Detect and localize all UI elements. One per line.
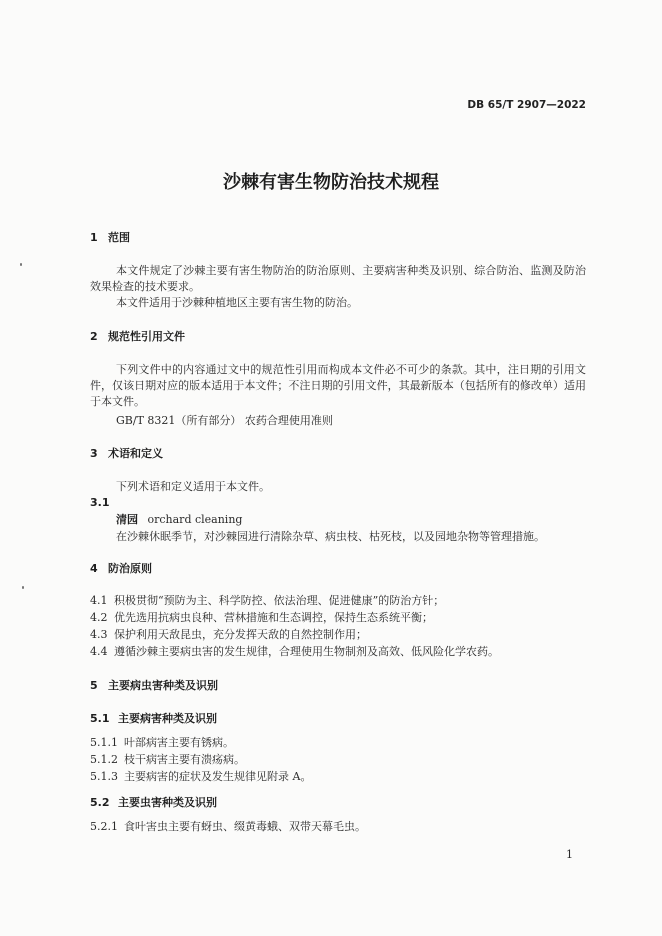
item-number: 4.4: [90, 645, 108, 658]
subsection-title: 主要虫害种类及识别: [118, 796, 217, 809]
disease-item: [90, 735, 234, 750]
term-number: 3.1: [90, 496, 110, 509]
section-5-heading: [90, 678, 218, 693]
pest-item: [90, 819, 366, 834]
document-title: 沙棘有害生物防治技术规程: [223, 172, 439, 193]
item-text: 食叶害虫主要有蚜虫、缀黄毒蛾、双带天幕毛虫。: [124, 820, 366, 833]
item-number: 4.1: [90, 594, 108, 607]
section-number: 4: [90, 562, 98, 575]
section-title: 术语和定义: [108, 447, 163, 460]
section-title: 规范性引用文件: [108, 330, 185, 343]
section-1-paragraph-2: 本文件适用于沙棘种植地区主要有害生物的防治。: [116, 296, 358, 309]
item-text: 积极贯彻“预防为主、科学防控、依法治理、促进健康”的防治方针；: [114, 594, 445, 607]
disease-item: [90, 769, 311, 784]
principle-item: [90, 627, 367, 642]
disease-item: [90, 752, 245, 767]
subsection-number: 5.2: [90, 796, 110, 809]
subsection-number: 5.1: [90, 712, 110, 725]
page-number: 1: [566, 848, 573, 861]
normative-reference: GB/T 8321（所有部分） 农药合理使用准则: [116, 414, 333, 427]
section-title: 主要病虫害种类及识别: [108, 679, 218, 692]
item-text: 主要病害的症状及发生规律见附录 A。: [124, 770, 312, 783]
item-text: 保护利用天敌昆虫，充分发挥天敌的自然控制作用；: [114, 628, 367, 641]
standard-number: DB 65/T 2907—2022: [467, 99, 586, 111]
scan-speck: [20, 263, 22, 266]
principle-item: [90, 593, 444, 608]
term-chinese: 清园: [116, 513, 138, 526]
scan-speck: [22, 586, 24, 589]
section-number: 3: [90, 447, 98, 460]
item-text: 叶部病害主要有锈病。: [124, 736, 234, 749]
item-number: 5.1.3: [90, 770, 118, 783]
item-number: 4.2: [90, 611, 108, 624]
item-text: 遵循沙棘主要病虫害的发生规律，合理使用生物制剂及高效、低风险化学农药。: [114, 645, 499, 658]
item-number: 4.3: [90, 628, 108, 641]
section-2-heading: [90, 329, 185, 344]
item-number: 5.2.1: [90, 820, 118, 833]
section-1-heading: [90, 230, 130, 245]
section-number: 1: [90, 231, 98, 244]
section-number: 5: [90, 679, 98, 692]
section-3-paragraph: 下列术语和定义适用于本文件。: [116, 480, 270, 493]
section-number: 2: [90, 330, 98, 343]
term-english: orchard cleaning: [147, 513, 243, 526]
principle-item: [90, 644, 499, 659]
subsection-5-1-heading: [90, 711, 217, 726]
section-title: 防治原则: [108, 562, 152, 575]
term-definition: 在沙棘休眠季节，对沙棘园进行清除杂草、病虫枝、枯死枝，以及园地杂物等管理措施。: [116, 530, 545, 543]
section-1-paragraph-1: 本文件规定了沙棘主要有害生物防治的防治原则、主要病害种类及识别、综合防治、监测及防治效果检查的技术要求。: [90, 264, 586, 293]
section-4-heading: [90, 561, 152, 576]
subsection-5-2-heading: [90, 795, 217, 810]
term-name: [116, 512, 242, 527]
principle-item: [90, 610, 433, 625]
item-number: 5.1.2: [90, 753, 118, 766]
item-text: 优先选用抗病虫良种、营林措施和生态调控，保持生态系统平衡；: [114, 611, 433, 624]
section-3-heading: [90, 446, 163, 461]
subsection-title: 主要病害种类及识别: [118, 712, 217, 725]
item-number: 5.1.1: [90, 736, 118, 749]
section-title: 范围: [108, 231, 130, 244]
section-2-paragraph: 下列文件中的内容通过文中的规范性引用而构成本文件必不可少的条款。其中，注日期的引用文件，仅该日期对应的版本适用于本文件；不注日期的引用文件，其最新版本（包括所有的修改单）适用于本文件。: [90, 363, 586, 408]
item-text: 枝干病害主要有溃疡病。: [124, 753, 245, 766]
